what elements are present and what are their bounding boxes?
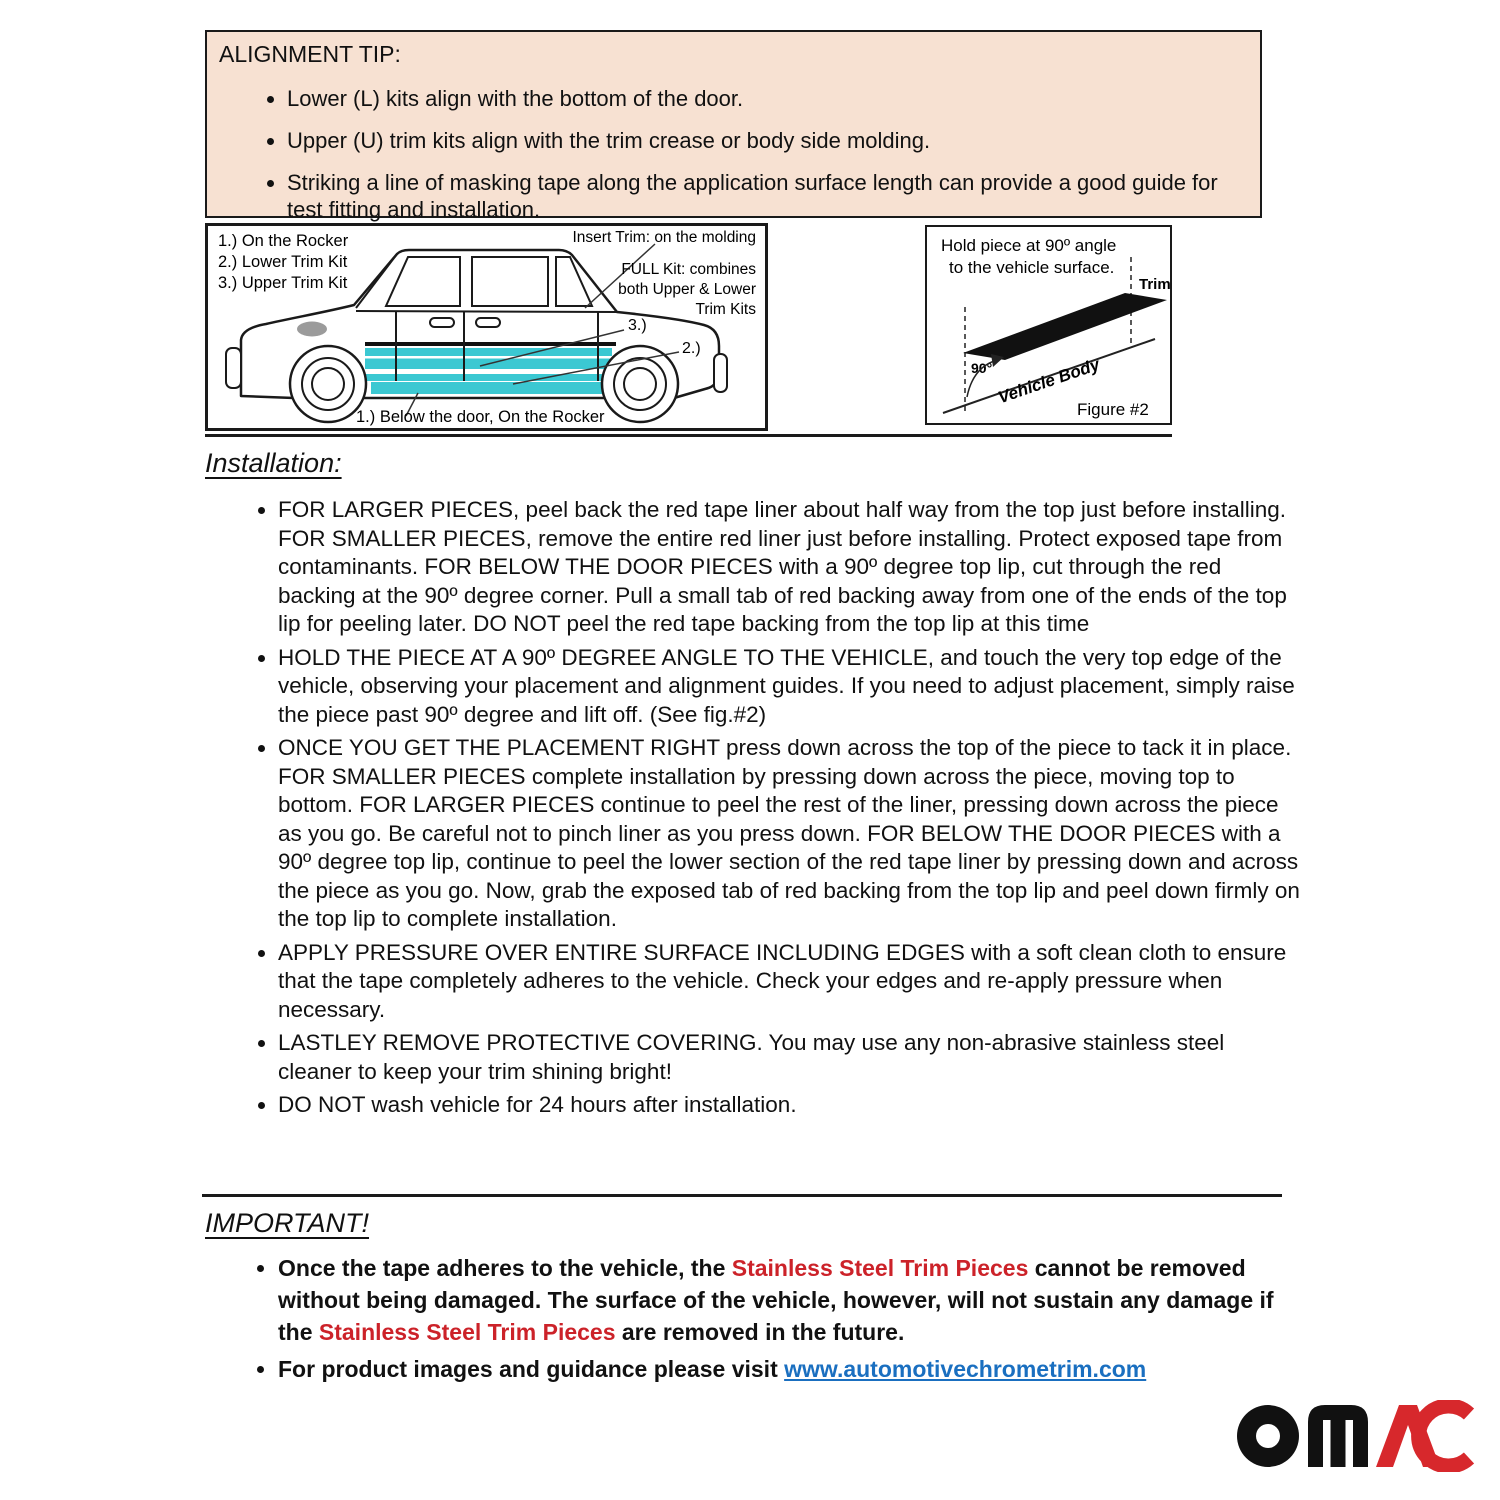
trim-pieces-red-text: Stainless Steel Trim Pieces xyxy=(318,1319,616,1345)
figure2-caption-line1: Hold piece at 90º angle xyxy=(941,236,1117,255)
figure2-label: Figure #2 xyxy=(1077,400,1149,419)
callout-upper-trim: 3.) xyxy=(628,317,647,334)
important-text: Once the tape adheres to the vehicle, the xyxy=(278,1255,732,1281)
angle-label: 90° xyxy=(971,360,993,376)
installation-list xyxy=(226,496,1300,1125)
figure2-diagram xyxy=(927,227,1170,423)
important-text: cannot be removed without being damaged. The surface of the vehicle, however, will not sustain any damage if the xyxy=(278,1255,1274,1345)
car-trim-diagram xyxy=(208,226,765,428)
car-legend-line3: 3.) Upper Trim Kit xyxy=(218,274,348,292)
important-list xyxy=(226,1252,1310,1390)
vehicle-body-label: Vehicle Body xyxy=(995,354,1103,408)
alignment-tip-item: • Upper (U) trim kits align with the trim crease or body side molding. xyxy=(287,127,1249,154)
installation-item: • ONCE YOU GET THE PLACEMENT RIGHT press down across the top of the piece to tack it in place. FOR SMALLER PIECES complete installation by pressing down across the piece, moving top to bottom. FOR LARGER PIECES continue to peel the rest of the liner, pressing down across the piece as you go. Be careful not to pinch liner as you press down. FOR BELOW THE DOOR PIECES with a 90º degree top lip, continue to peel the lower section of the red tape liner by pressing down and across the piece as you go. Now, grab the exposed tab of red backing from the top lip and peel down firmly on the top lip to complete installation. xyxy=(278,734,1300,934)
installation-item: • HOLD THE PIECE AT A 90º DEGREE ANGLE TO THE VEHICLE, and touch the very top edge of the vehicle, observing your placement and alignment guides. If you need to adjust placement, simply raise the piece past 90º degree and lift off. (See fig.#2) xyxy=(278,644,1300,730)
figure2-caption-line2: to the vehicle surface. xyxy=(949,258,1115,277)
full-kit-note-line3: Trim Kits xyxy=(695,301,756,318)
car-diagram-box xyxy=(205,223,768,431)
installation-heading: Installation: xyxy=(205,448,342,478)
logo-letter-m xyxy=(1308,1405,1368,1467)
full-kit-note-line2: both Upper & Lower xyxy=(618,281,756,298)
installation-item: • DO NOT wash vehicle for 24 hours after installation. xyxy=(278,1091,1300,1120)
body-side-molding-line xyxy=(365,342,616,346)
divider-rule xyxy=(202,1194,1282,1197)
front-wheel xyxy=(290,346,366,422)
alignment-tip-item: • Lower (L) kits align with the bottom of the door. xyxy=(287,85,1249,112)
trim-pieces-red-text: Stainless Steel Trim Pieces xyxy=(731,1255,1029,1281)
rear-wheel xyxy=(602,346,678,422)
logo-letter-o xyxy=(1237,1405,1299,1467)
omac-logo xyxy=(1236,1400,1478,1477)
car-legend-line2: 2.) Lower Trim Kit xyxy=(218,253,348,271)
important-item xyxy=(278,1252,1310,1348)
callout-lower-trim: 2.) xyxy=(682,340,701,357)
rocker-note: 1.) Below the door, On the Rocker xyxy=(356,408,605,426)
figure-row-underline xyxy=(205,434,1172,437)
website-link[interactable]: www.automotivechrometrim.com xyxy=(784,1356,1147,1382)
alignment-tip-item: • Striking a line of masking tape along the application surface length can provide a good guide for test fitting and installation. xyxy=(287,169,1249,223)
installation-item: • LASTLEY REMOVE PROTECTIVE COVERING. You may use any non-abrasive stainless steel cleaner to keep your trim shining bright! xyxy=(278,1029,1300,1086)
fender-marker xyxy=(297,322,327,337)
alignment-tip-title: ALIGNMENT TIP: xyxy=(219,41,401,67)
insert-trim-note: Insert Trim: on the molding xyxy=(572,229,756,246)
figure2-box xyxy=(925,225,1172,425)
installation-item: • FOR LARGER PIECES, peel back the red tape liner about half way from the top just before installing. FOR SMALLER PIECES, remove the entire red liner just before installing. Protect exposed tape from contaminants. FOR BELOW THE DOOR PIECES with a 90º degree top lip, cut through the red backing at the 90º degree corner. Pull a small tab of red backing away from one of the ends of the top lip for peeling later. DO NOT peel the red tape backing from the top lip at this time xyxy=(278,496,1300,639)
important-heading: IMPORTANT! xyxy=(205,1208,370,1238)
omac-logo-graphic xyxy=(1236,1400,1478,1472)
important-text: are removed in the future. xyxy=(615,1319,905,1345)
alignment-tip-list xyxy=(207,85,1260,223)
important-item xyxy=(278,1353,1310,1385)
full-kit-note-line1: FULL Kit: combines xyxy=(621,261,756,278)
car-legend-line1: 1.) On the Rocker xyxy=(218,232,349,250)
important-text: For product images and guidance please visit xyxy=(278,1356,785,1382)
installation-item: • APPLY PRESSURE OVER ENTIRE SURFACE INCLUDING EDGES with a soft clean cloth to ensure that the tape completely adheres to the vehicle. Check your edges and re-apply pressure when necessary. xyxy=(278,939,1300,1025)
alignment-tip-box xyxy=(205,30,1262,222)
trim-label: Trim xyxy=(1139,276,1170,293)
trim-piece-shape xyxy=(963,293,1167,360)
